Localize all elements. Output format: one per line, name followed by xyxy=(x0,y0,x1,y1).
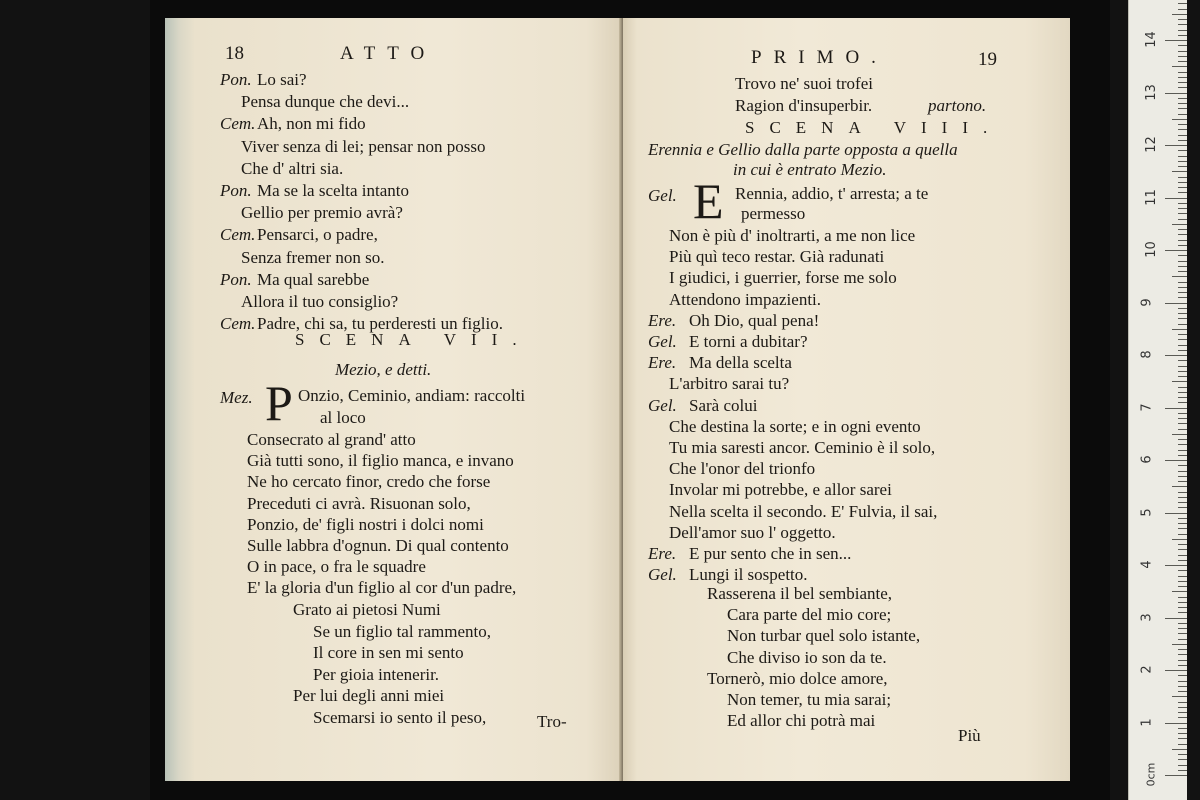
ruler-tick xyxy=(1165,775,1187,776)
stage-direction-left: Mezio, e detti. xyxy=(335,360,432,379)
dialogue-line: Sarà colui xyxy=(689,395,758,415)
dialogue-line: Oh Dio, qual pena! xyxy=(689,310,820,330)
verse-line: Sulle labbra d'ognun. Di qual contento xyxy=(247,536,509,555)
ruler-label: 1 xyxy=(1139,717,1155,727)
ruler-tick xyxy=(1178,77,1187,78)
ruler-tick xyxy=(1178,518,1187,519)
verse-line: Preceduti ci avrà. Risuonan solo, xyxy=(247,493,471,513)
ruler-tick xyxy=(1165,303,1187,304)
ruler-tick xyxy=(1178,156,1187,157)
ruler-tick xyxy=(1178,523,1187,524)
ruler-tick xyxy=(1178,366,1187,367)
ruler-tick xyxy=(1178,87,1187,88)
dialogue-line: Dell'amor suo l' oggetto. xyxy=(669,522,836,542)
ruler-label: 14 xyxy=(1143,31,1159,48)
verse-line: Trovo ne' suoi trofei xyxy=(735,74,873,93)
ruler-tick xyxy=(1178,507,1187,508)
ruler-tick xyxy=(1178,728,1187,729)
ruler-tick xyxy=(1172,224,1187,225)
ruler-tick xyxy=(1178,544,1187,545)
ruler-tick xyxy=(1178,124,1187,125)
ruler-tick xyxy=(1178,581,1187,582)
ruler-tick xyxy=(1178,570,1187,571)
ruler-tick xyxy=(1172,591,1187,592)
ruler-tick xyxy=(1178,717,1187,718)
ruler-tick xyxy=(1165,145,1187,146)
ruler-tick xyxy=(1178,707,1187,708)
aria-line: Tornerò, mio dolce amore, xyxy=(707,668,888,688)
verse-line: Ponzio, de' figli nostri i dolci nomi xyxy=(247,514,484,534)
ruler-tick xyxy=(1178,30,1187,31)
ruler-tick xyxy=(1178,418,1187,419)
ruler-tick xyxy=(1172,381,1187,382)
ruler-tick xyxy=(1178,140,1187,141)
ruler-tick xyxy=(1178,465,1187,466)
speaker-label: Gel. xyxy=(648,565,677,585)
dialogue-line: Più quì teco restar. Già radunati xyxy=(669,247,885,267)
ruler-tick xyxy=(1178,318,1187,319)
ruler-tick xyxy=(1178,628,1187,629)
ruler-label: 10 xyxy=(1143,241,1159,258)
ruler-tick xyxy=(1178,665,1187,666)
ruler-tick xyxy=(1178,492,1187,493)
ruler-tick xyxy=(1178,481,1187,482)
ruler-tick xyxy=(1178,686,1187,687)
ruler-tick xyxy=(1178,245,1187,246)
open-book xyxy=(165,18,1070,781)
dialogue-line: Lo sai? xyxy=(257,70,307,89)
ruler-tick xyxy=(1172,539,1187,540)
ruler-tick xyxy=(1178,24,1187,25)
drop-cap-right: E xyxy=(693,173,724,229)
ruler-tick xyxy=(1178,654,1187,655)
ruler-tick xyxy=(1178,754,1187,755)
ruler-tick xyxy=(1178,135,1187,136)
scene-heading-right: SCENA VIII. xyxy=(745,118,1003,137)
aria-line: Per lui degli anni miei xyxy=(293,686,445,705)
ruler-unit-label: 0cm xyxy=(1144,762,1158,787)
ruler-tick xyxy=(1172,329,1187,330)
ruler-tick xyxy=(1178,471,1187,472)
ruler-tick xyxy=(1165,93,1187,94)
verse-line: Consecrato al grand' atto xyxy=(247,430,416,449)
ruler-tick xyxy=(1178,502,1187,503)
ruler-tick xyxy=(1178,187,1187,188)
ruler-tick xyxy=(1178,308,1187,309)
speaker-label: Ere. xyxy=(648,353,677,373)
ruler-tick xyxy=(1165,408,1187,409)
speaker-label: Pon. xyxy=(220,70,252,89)
dialogue-line: Che destina la sorte; e in ogni evento xyxy=(669,416,921,436)
ruler-tick xyxy=(1165,565,1187,566)
ruler-tick xyxy=(1178,334,1187,335)
ruler-tick xyxy=(1178,738,1187,739)
ruler-tick xyxy=(1178,712,1187,713)
ruler-tick xyxy=(1178,392,1187,393)
ruler-tick xyxy=(1178,607,1187,608)
ruler-tick xyxy=(1178,597,1187,598)
aria-line: Non turbar quel solo istante, xyxy=(727,626,921,646)
ruler-tick xyxy=(1165,198,1187,199)
verse-line: al loco xyxy=(320,408,366,427)
ruler-tick xyxy=(1178,455,1187,456)
ruler-tick xyxy=(1165,723,1187,724)
speaker-label: Gel. xyxy=(648,395,677,415)
measurement-ruler xyxy=(1128,0,1187,800)
stage-direction-exit: partono. xyxy=(928,96,987,115)
aria-line: Non temer, tu mia sarai; xyxy=(727,690,892,709)
ruler-tick xyxy=(1178,203,1187,204)
ruler-label: 12 xyxy=(1143,136,1159,153)
aria-line: Ed allor chi potrà mai xyxy=(727,711,876,731)
ruler-tick xyxy=(1178,339,1187,340)
ruler-tick xyxy=(1178,287,1187,288)
ruler-tick xyxy=(1178,297,1187,298)
ruler-tick xyxy=(1178,313,1187,314)
dialogue-line: Ma qual sarebbe xyxy=(257,269,370,289)
speaker-label: Gel. xyxy=(648,186,677,205)
aria-line: Grato ai pietosi Numi xyxy=(293,600,441,619)
ruler-tick xyxy=(1178,345,1187,346)
ruler-tick xyxy=(1178,271,1187,272)
speaker-label: Mez. xyxy=(220,388,253,407)
speaker-label: Pon. xyxy=(220,269,252,289)
ruler-tick xyxy=(1172,434,1187,435)
ruler-tick xyxy=(1178,266,1187,267)
ruler-tick xyxy=(1178,639,1187,640)
ruler-tick xyxy=(1178,255,1187,256)
ruler-tick xyxy=(1178,114,1187,115)
ruler-tick xyxy=(1172,276,1187,277)
verse-line: Ne ho cercato finor, credo che forse xyxy=(247,472,491,492)
page-number-left: 18 xyxy=(225,43,244,64)
ruler-tick xyxy=(1165,618,1187,619)
ruler-tick xyxy=(1172,749,1187,750)
ruler-tick xyxy=(1178,586,1187,587)
ruler-tick xyxy=(1178,660,1187,661)
dialogue-line: Allora il tuo consiglio? xyxy=(241,292,399,311)
ruler-tick xyxy=(1178,82,1187,83)
ruler-tick xyxy=(1178,161,1187,162)
dialogue-line: Attendono impazienti. xyxy=(669,289,822,309)
speaker-label: Cem. xyxy=(220,114,256,134)
ruler-tick xyxy=(1178,528,1187,529)
ruler-tick xyxy=(1178,150,1187,151)
dialogue-line: E torni a dubitar? xyxy=(689,332,808,351)
ruler-tick xyxy=(1178,261,1187,262)
ruler-label: 6 xyxy=(1139,455,1155,464)
ruler-tick xyxy=(1178,439,1187,440)
ruler-tick xyxy=(1178,219,1187,220)
dialogue-line: Viver senza di lei; pensar non posso xyxy=(241,136,486,156)
ruler-tick xyxy=(1178,423,1187,424)
ruler-label: 5 xyxy=(1139,507,1155,517)
ruler-tick xyxy=(1178,72,1187,73)
ruler-tick xyxy=(1172,66,1187,67)
ruler-tick xyxy=(1178,192,1187,193)
dialogue-line: Tu mia saresti ancor. Ceminio è il solo, xyxy=(669,438,936,457)
right-page xyxy=(623,18,1070,781)
verse-line: Già tutti sono, il figlio manca, e invano xyxy=(247,451,514,471)
ruler-label: 4 xyxy=(1139,560,1155,569)
ruler-tick xyxy=(1165,250,1187,251)
ruler-tick xyxy=(1178,413,1187,414)
ruler-tick xyxy=(1178,387,1187,388)
ruler-tick xyxy=(1178,733,1187,734)
aria-line: Cara parte del mio core; xyxy=(727,605,892,625)
ruler-tick xyxy=(1165,355,1187,356)
ruler-tick xyxy=(1178,324,1187,325)
ruler-label: 3 xyxy=(1139,612,1155,622)
ruler-tick xyxy=(1178,56,1187,57)
ruler-tick xyxy=(1165,513,1187,514)
verse-line: Rennia, addio, t' arresta; a te xyxy=(735,184,929,203)
ruler-tick xyxy=(1178,691,1187,692)
ruler-tick xyxy=(1172,486,1187,487)
speaker-label: Ere. xyxy=(648,310,677,330)
page-number-right: 19 xyxy=(978,49,997,70)
ruler-tick xyxy=(1172,14,1187,15)
dialogue-line: Non è più d' inoltrarti, a me non lice xyxy=(669,226,916,245)
speaker-label: Cem. xyxy=(220,225,256,245)
ruler-tick xyxy=(1178,765,1187,766)
aria-line: Se un figlio tal rammento, xyxy=(313,621,491,641)
ruler-tick xyxy=(1178,360,1187,361)
dialogue-line: Senza fremer non so. xyxy=(241,247,385,267)
dialogue-line: Pensarci, o padre, xyxy=(257,225,378,245)
speaker-label: Pon. xyxy=(220,181,252,200)
verse-line: Onzio, Ceminio, andiam: raccolti xyxy=(298,386,526,405)
ruler-tick xyxy=(1178,292,1187,293)
dialogue-line: Padre, chi sa, tu perderesti un figlio. xyxy=(257,314,503,334)
ruler-tick xyxy=(1178,576,1187,577)
aria-line: Che diviso io son da te. xyxy=(727,647,887,667)
ruler-tick xyxy=(1178,602,1187,603)
ruler-tick xyxy=(1172,696,1187,697)
ruler-tick xyxy=(1165,460,1187,461)
ruler-tick xyxy=(1178,51,1187,52)
ruler-tick xyxy=(1178,649,1187,650)
ruler-tick xyxy=(1178,633,1187,634)
dialogue-line: L'arbitro sarai tu? xyxy=(669,374,790,394)
aria-line: Rasserena il bel sembiante, xyxy=(707,584,893,603)
dialogue-line: Nella scelta il secondo. E' Fulvia, il sai, xyxy=(669,501,938,521)
ruler-label: 9 xyxy=(1139,297,1155,307)
dialogue-line: Involar mi potrebbe, e allor sarei xyxy=(669,480,892,500)
ruler-tick xyxy=(1178,282,1187,283)
dialogue-line: Ma della scelta xyxy=(689,353,792,373)
stage-direction-right: in cui è entrato Mezio. xyxy=(733,160,887,179)
dialogue-line: Gellio per premio avrà? xyxy=(241,203,403,223)
ruler-tick xyxy=(1178,612,1187,613)
ruler-tick xyxy=(1165,670,1187,671)
ruler-tick xyxy=(1178,98,1187,99)
ruler-tick xyxy=(1178,61,1187,62)
ruler-tick xyxy=(1178,702,1187,703)
ruler-tick xyxy=(1178,129,1187,130)
ruler-tick xyxy=(1178,497,1187,498)
ruler-label: 7 xyxy=(1139,402,1155,412)
verse-line: E' la gloria d'un figlio al cor d'un padre, xyxy=(247,578,517,598)
ruler-tick xyxy=(1178,208,1187,209)
ruler-tick xyxy=(1178,3,1187,4)
running-header-left: ATTO xyxy=(340,43,437,64)
aria-line: Il core in sen mi sento xyxy=(313,643,464,662)
ruler-tick xyxy=(1165,40,1187,41)
ruler-tick xyxy=(1178,108,1187,109)
drop-cap-left: P xyxy=(265,375,293,431)
ruler-tick xyxy=(1178,444,1187,445)
ruler-tick xyxy=(1178,229,1187,230)
ruler-tick xyxy=(1178,19,1187,20)
aria-line: Per gioia intenerir. xyxy=(313,664,440,684)
aria-line: Scemarsi io sento il peso, xyxy=(313,707,487,727)
left-page xyxy=(165,18,623,781)
catchword-right: Più xyxy=(958,726,981,745)
ruler-tick xyxy=(1178,240,1187,241)
ruler-tick xyxy=(1178,182,1187,183)
ruler-tick xyxy=(1178,350,1187,351)
ruler-tick xyxy=(1178,397,1187,398)
scene-heading-left: SCENA VII. xyxy=(295,330,532,349)
dialogue-line: Pensa dunque che devi... xyxy=(241,92,410,112)
running-header-right: PRIMO. xyxy=(751,47,888,68)
ruler-tick xyxy=(1178,623,1187,624)
dialogue-line: Lungi il sospetto. xyxy=(689,565,808,585)
ruler-label: 8 xyxy=(1139,350,1155,359)
ruler-tick xyxy=(1178,103,1187,104)
ruler-tick xyxy=(1178,402,1187,403)
ruler-tick xyxy=(1178,234,1187,235)
ruler-tick xyxy=(1178,560,1187,561)
ruler-tick xyxy=(1178,376,1187,377)
ruler-tick xyxy=(1178,759,1187,760)
dialogue-line: Ma se la scelta intanto xyxy=(257,181,410,200)
ruler-tick xyxy=(1178,681,1187,682)
ruler-tick xyxy=(1178,534,1187,535)
ruler-tick xyxy=(1178,45,1187,46)
ruler-tick xyxy=(1178,166,1187,167)
dialogue-line: Che l'onor del trionfo xyxy=(669,459,816,479)
dialogue-line: E pur sento che in sen... xyxy=(689,544,852,563)
ruler-label: 11 xyxy=(1143,188,1159,206)
ruler-tick xyxy=(1172,644,1187,645)
speaker-label: Ere. xyxy=(648,544,677,563)
speaker-label: Cem. xyxy=(220,314,256,334)
ruler-tick xyxy=(1178,35,1187,36)
ruler-tick xyxy=(1178,429,1187,430)
dialogue-line: Che d' altri sia. xyxy=(241,158,344,178)
verse-line: permesso xyxy=(741,204,806,223)
ruler-tick xyxy=(1172,119,1187,120)
ruler-tick xyxy=(1178,675,1187,676)
ruler-tick xyxy=(1178,177,1187,178)
dialogue-line: Ah, non mi fido xyxy=(257,114,366,134)
verse-line: Ragion d'insuperbir. xyxy=(735,96,873,115)
ruler-tick xyxy=(1178,770,1187,771)
stage-direction-right: Erennia e Gellio dalla parte opposta a quella xyxy=(648,140,958,159)
ruler-tick xyxy=(1178,9,1187,10)
dialogue-line: I giudici, i guerrier, forse me solo xyxy=(669,268,897,288)
speaker-label: Gel. xyxy=(648,332,677,351)
ruler-tick xyxy=(1178,371,1187,372)
catchword-left: Tro- xyxy=(537,712,567,731)
ruler-label: 13 xyxy=(1143,83,1159,101)
ruler-label: 2 xyxy=(1139,665,1155,674)
ruler-tick xyxy=(1178,549,1187,550)
verse-line: O in pace, o fra le squadre xyxy=(247,557,426,577)
ruler-tick xyxy=(1178,213,1187,214)
ruler-tick xyxy=(1172,171,1187,172)
ruler-tick xyxy=(1178,476,1187,477)
ruler-tick xyxy=(1178,744,1187,745)
ruler-tick xyxy=(1178,450,1187,451)
ruler-tick xyxy=(1178,555,1187,556)
